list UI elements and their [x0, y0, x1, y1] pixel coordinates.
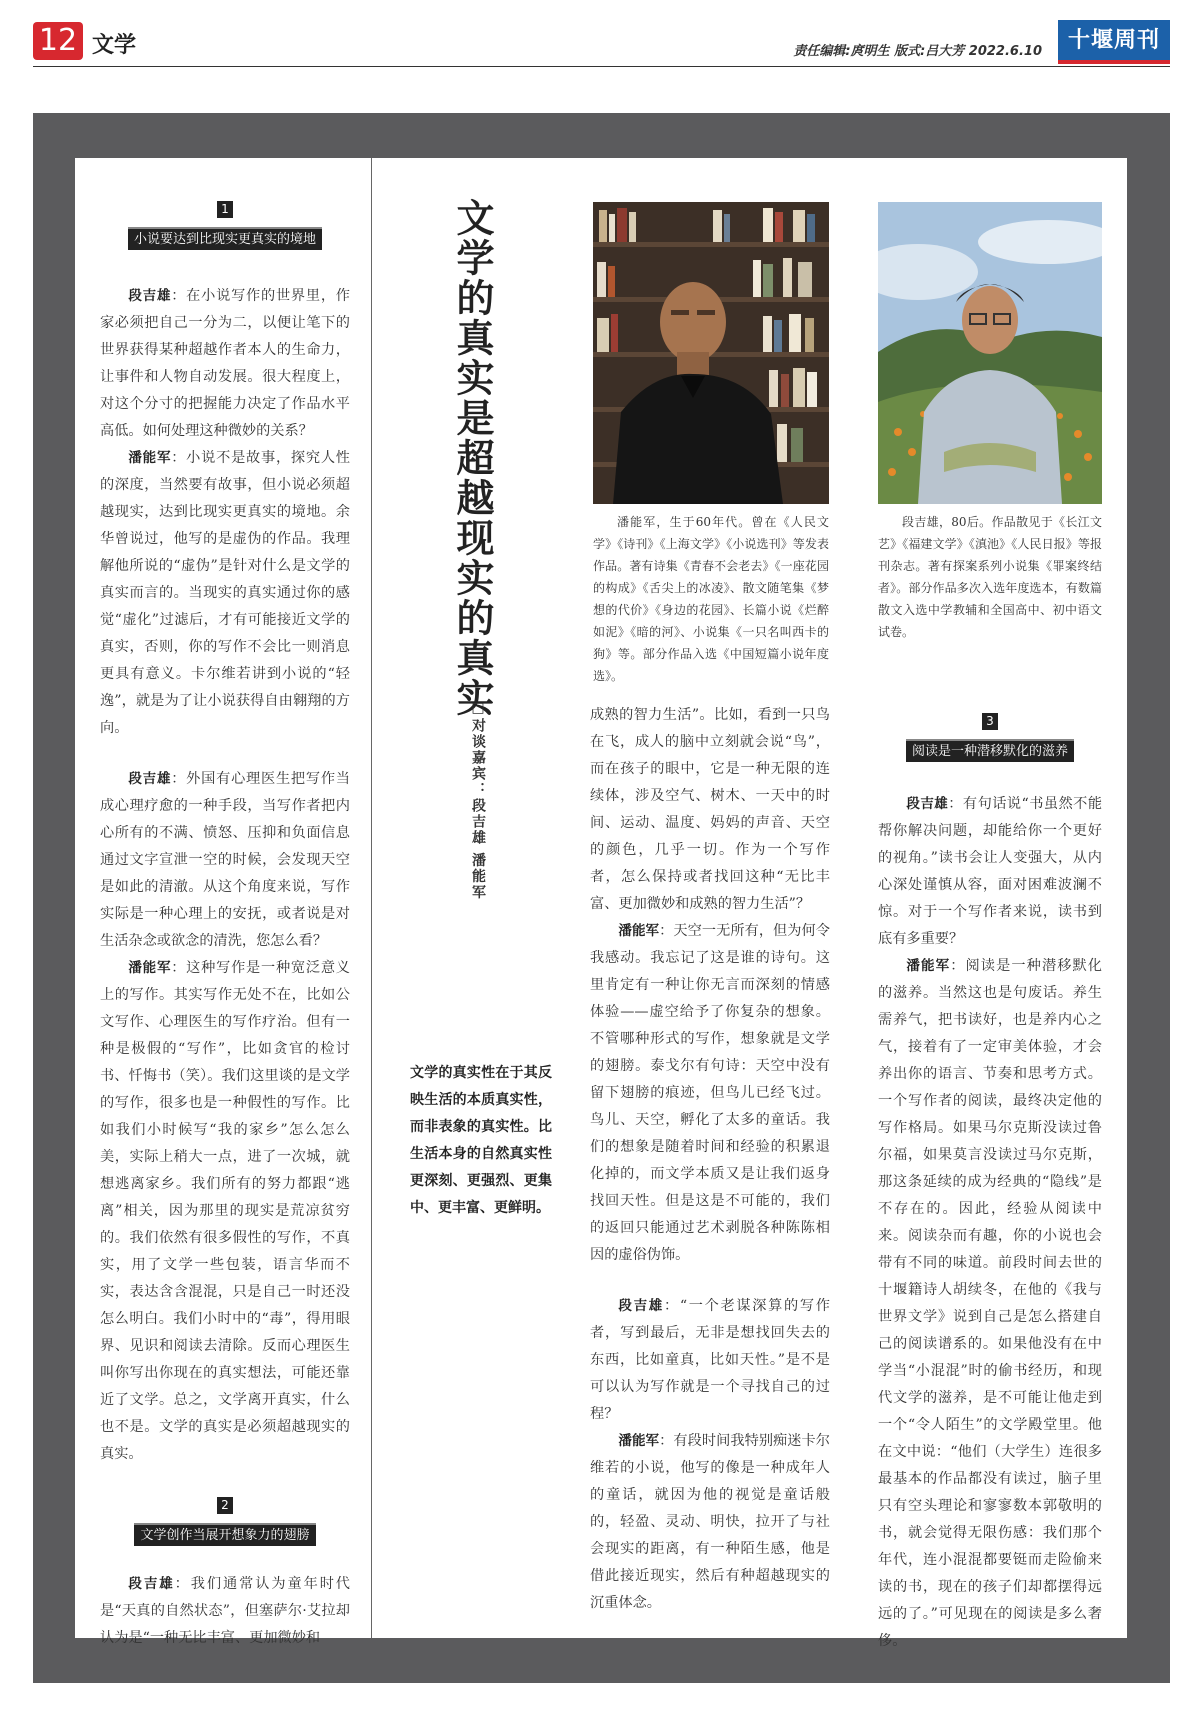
section-number: 3 — [982, 713, 998, 730]
paragraph: 段吉雄：外国有心理医生把写作当成心理疗愈的一种手段，当写作者把内心所有的不满、愤怒、压抑和负面信息通过文字宣泄一空的时候，会发现天空是如此的清澈。从这个角度来说，写作实际是一种心理上的安抚，或者说是对生活杂念或欲念的清洗，您怎么看？ — [100, 771, 350, 949]
paragraph: 潘能军：有段时间我特别痴迷卡尔维若的小说，他写的像是一种成年人的童话，就因为他的视觉是童话般的，轻盈、灵动、明快，拉开了与社会现实的距离，有一种陌生感，他是借此接近现实，然后有种超越现实的沉重体念。 — [590, 1433, 830, 1611]
section-heading-2 — [100, 1492, 350, 1549]
speaker-name: 潘能军 — [618, 923, 660, 939]
speaker-name: 潘能军 — [906, 958, 951, 974]
paragraph: 潘能军：天空一无所有，但为何令我感动。我忘记了这是谁的诗句。这里肯定有一种让你无言而深刻的情感体验——虚空给予了你复杂的想象。不管哪种形式的写作，想象就是文学的翅膀。泰戈尔有句诗：天空中没有留下翅膀的痕迹，但鸟儿已经飞过。鸟儿、天空，孵化了太多的童话。我们的想象是随着时间和经验的积累退化掉的，而文学本质又是让我们返身找回天性。但是这是不可能的，我们的返回只能通过艺术剥脱各种陈陈相因的虚俗伪饰。 — [590, 923, 830, 1263]
paragraph: 潘能军：这种写作是一种宽泛意义上的写作。其实写作无处不在，比如公文写作、心理医生的写作疗治。但有一种是极假的“写作”，比如贪官的检讨书、忏悔书（笑）。我们这里谈的是文学的写作，很多也是一种假性的写作。比如我们小时候写“我的家乡”怎么怎么美，实际上稍大一点，进了一次城，就想逃离家乡。我们所有的努力都跟“逃离”相关，因为那里的现实是荒凉贫穷的。我们依然有很多假性的写作，不真实，用了文学一些包装，语言华而不实，表达含含混混，只是自己一时还没怎么明白。我们小时中的“毒”，得用眼界、见识和阅读去清除。反而心理医生叫你写出你现在的真实想法，可能还靠近了文学。总之，文学离开真实，什么也不是。文学的真实是必须超越现实的真实。 — [100, 960, 350, 1462]
speaker-name: 段吉雄 — [128, 1576, 175, 1592]
portrait-photo-pan — [593, 202, 829, 504]
section-heading-3 — [878, 708, 1102, 765]
column-4 — [878, 708, 1102, 1655]
pull-quote: 文学的真实性在于其反映生活的本质真实性，而非表象的真实性。比生活本身的自然真实性更深刻、更强烈、更集中、更丰富、更鲜明。 — [410, 1065, 552, 1216]
article-title: 文学的真实是超越现实的真实 — [450, 198, 495, 718]
speaker-name: 段吉雄 — [128, 771, 172, 787]
speaker-name: 段吉雄 — [618, 1298, 664, 1314]
section-title: 小说要达到比现实更真实的境地 — [128, 227, 322, 250]
paragraph: 段吉雄：在小说写作的世界里，作家必须把自己一分为二，以便让笔下的世界获得某种超越作者本人的生命力，让事件和人物自动发展。很大程度上，对这个分寸的把握能力决定了作品水平高低。如何处理这种微妙的关系？ — [100, 288, 350, 439]
section-name: 文学 — [92, 33, 137, 58]
column-1 — [100, 196, 350, 1652]
speaker-name: 潘能军 — [618, 1433, 660, 1449]
section-title: 阅读是一种潜移默化的滋养 — [906, 739, 1074, 762]
section-heading-1 — [100, 196, 350, 253]
page-number: 12 — [33, 22, 83, 60]
section-number: 2 — [217, 1497, 233, 1514]
paragraph: 潘能军：小说不是故事，探究人性的深度，当然要有故事，但小说必须超越现实，达到比现实更真实的境地。余华曾说过，他写的是虚伪的作品。我理解他所说的“虚伪”是针对什么是文学的真实而言的。当现实的真实通过你的感觉“虚化”过滤后，才有可能接近文学的真实，否则，你的写作不会比一则消息更具有意义。卡尔维若讲到小说的“轻逸”，就是为了让小说获得自由翱翔的方向。 — [100, 450, 350, 736]
paragraph: 段吉雄：我们通常认为童年时代是“天真的自然状态”，但塞萨尔·艾拉却认为是“一种无比丰富、更加微妙和 — [100, 1576, 350, 1646]
photo-caption-duan: 段吉雄，80后。作品散见于《长江文艺》《福建文学》《滇池》《人民日报》等报刊杂志。著有探案系列小说集《罪案终结者》。部分作品多次入选年度选本，有数篇散文入选中学教辅和全国高中、初中语文试卷。 — [878, 515, 1102, 639]
editor-credits: 责任编辑:庹明生 版式:吕大芳 2022.6.10 — [793, 44, 1042, 59]
paragraph: 段吉雄：有句话说“书虽然不能帮你解决问题，却能给你一个更好的视角。”读书会让人变强大，从内心深处谨慎从容，面对困难波澜不惊。对于一个写作者来说，读书到底有多重要？ — [878, 796, 1103, 947]
paragraph: 段吉雄：“一个老谋深算的写作者，写到最后，无非是想找回失去的东西，比如童真，比如天性。”是不是可以认为写作就是一个寻找自己的过程？ — [590, 1298, 830, 1422]
header-rule — [33, 66, 1170, 67]
column-3 — [590, 702, 830, 1617]
portrait-photo-duan — [878, 202, 1102, 504]
section-number: 1 — [217, 201, 233, 218]
speaker-name: 潘能军 — [128, 450, 172, 466]
speaker-name: 潘能军 — [128, 960, 172, 976]
section-title: 文学创作当展开想象力的翅膀 — [134, 1523, 315, 1546]
photo-caption-pan: 潘能军，生于60年代。曾在《人民文学》《诗刊》《上海文学》《小说选刊》等发表作品。著有诗集《青春不会老去》《一座花园的构成》《舌尖上的冰凌》、散文随笔集《梦想的代价》《身边的花园》、长篇小说《烂醉如泥》《暗的河》、小说集《一只名叫西卡的狗》等。部分作品入选《中国短篇小说年度选》。 — [593, 515, 829, 683]
paragraph: 潘能军：阅读是一种潜移默化的滋养。当然这也是句废话。养生需养气，把书读好，也是养内心之气，接着有了一定审美体验，才会养出你的语言、节奏和思考方式。一个写作者的阅读，最终决定他的写作格局。如果马尔克斯没读过鲁尔福，如果莫言没读过马尔克斯，那这条延续的成为经典的“隐线”是不存在的。因此，经验从阅读中来。阅读杂而有趣，你的小说也会带有不同的味道。前段时间去世的十堰籍诗人胡续冬，在他的《我与世界文学》说到自己是怎么搭建自己的阅读谱系的。如果他没有在中学当“小混混”时的偷书经历，和现代文学的滋养，是不可能让他走到一个“令人陌生”的文学殿堂里。他在文中说：“他们（大学生）连很多最基本的作品都没有读过，脑子里只有空头理论和寥寥数本郭敬明的书，就会觉得无限伤感：我们那个年代，连小混混都要铤而走险偷来读的书，现在的孩子们却都摆得远远的了。”可见现在的阅读是多么奢侈。 — [878, 958, 1102, 1649]
column-divider — [371, 158, 372, 1638]
masthead-logo: 十堰周刊 — [1058, 20, 1170, 64]
speaker-name: 段吉雄 — [128, 288, 172, 304]
article-byline: □对谈嘉宾：段吉雄 潘能军 — [470, 700, 486, 901]
paragraph: 成熟的智力生活”。比如，看到一只鸟在飞，成人的脑中立刻就会说“鸟”，而在孩子的眼中，它是一种无限的连续体，涉及空气、树木、一天中的时间、运动、温度、妈妈的声音、天空的颜色，几乎一切。作为一个写作者，怎么保持或者找回这种“无比丰富、更加微妙和成熟的智力生活”？ — [590, 707, 830, 912]
speaker-name: 段吉雄 — [906, 796, 949, 812]
